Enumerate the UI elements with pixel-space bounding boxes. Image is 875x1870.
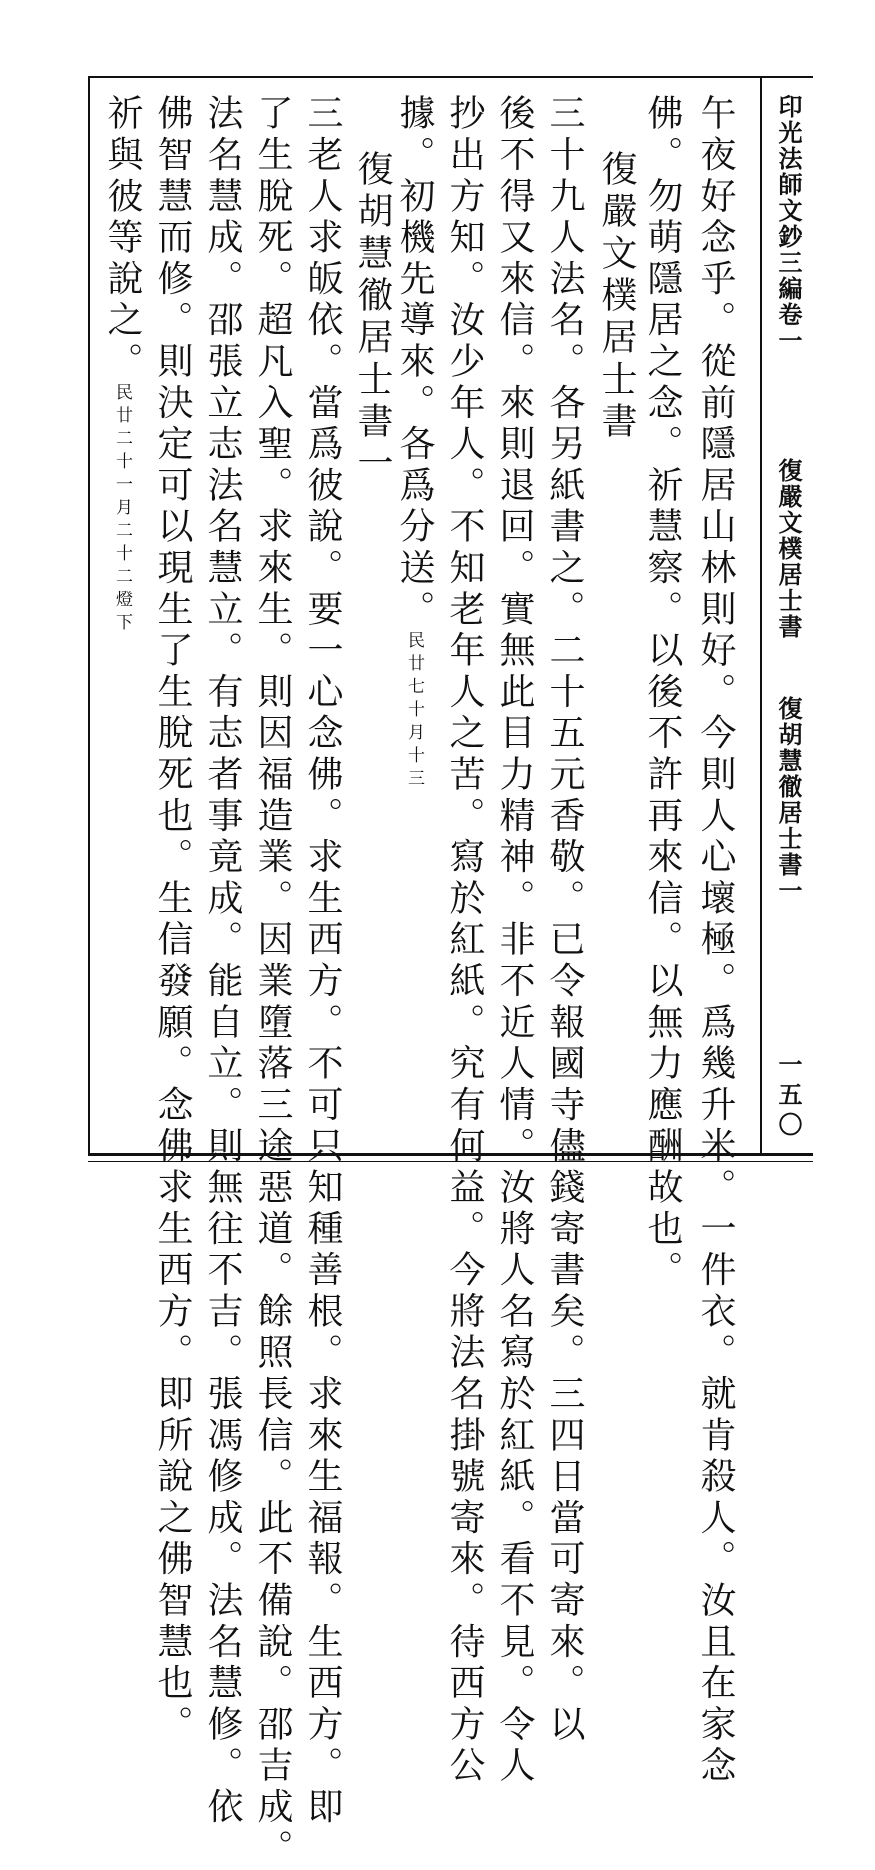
frame-left-rule bbox=[88, 76, 90, 1156]
section-title-1: 復嚴文樸居士書 bbox=[774, 458, 803, 640]
text-column-5: 後不得又來信。來則退回。實無此目力精神。非不近人情。汝將人名寫於紅紙。看不見。令人 bbox=[494, 94, 535, 1788]
running-head-separator bbox=[760, 76, 762, 1156]
text-column-6: 抄出方知。汝少年人。不知老年人之苦。寫於紅紙。究有何益。今將法名掛號寄來。待西方公 bbox=[444, 94, 485, 1788]
text-column-9: 三老人求皈依。當爲彼說。要一心念佛。求生西方。不可只知種善根。求來生福報。生西方。即 bbox=[302, 94, 343, 1829]
text-column-2: 佛。勿萌隱居之念。祈慧察。以後不許再來信。以無力應酬故也。 bbox=[642, 94, 683, 1292]
text-column-7 bbox=[392, 94, 436, 792]
book-title: 印光法師文鈔三編卷一 bbox=[774, 94, 803, 354]
text-column-12: 佛智慧而修。則決定可以現生了生脫死也。生信發願。念佛求生西方。即所說之佛智慧也。 bbox=[152, 94, 193, 1746]
letter-heading: 復胡慧徹居士書一 bbox=[352, 150, 393, 486]
column-7-text: 據。初機先導來。各爲分送。 bbox=[394, 94, 435, 631]
running-head bbox=[765, 88, 811, 1148]
letter-heading: 復嚴文樸居士書 bbox=[596, 150, 637, 444]
frame-top-rule bbox=[88, 76, 813, 78]
section-title-2: 復胡慧徹居士書一 bbox=[774, 696, 803, 904]
date-note: 民廿二十一月二十二燈下 bbox=[112, 383, 132, 637]
text-column-1: 午夜好念乎。從前隱居山林則好。今則人心壞極。爲幾升米。一件衣。就肯殺人。汝且在家念 bbox=[695, 94, 736, 1788]
text-column-13 bbox=[100, 94, 144, 636]
column-13-text: 祈與彼等說之。 bbox=[102, 94, 143, 384]
text-column-10: 了生脫死。超凡入聖。求來生。則因福造業。因業墮落三途惡道。餘照長信。此不備說。邵吉成。 bbox=[252, 94, 293, 1870]
text-column-11: 法名慧成。邵張立志法名慧立。有志者事竟成。能自立。則無往不吉。張馮修成。法名慧修。依 bbox=[202, 94, 243, 1829]
date-note: 民廿七十月十三 bbox=[404, 630, 424, 792]
text-column-4: 三十九人法名。各另紙書之。二十五元香敬。已令報國寺儘錢寄書矣。三四日當可寄來。以 bbox=[544, 94, 585, 1746]
page-number: 一五〇 bbox=[774, 1052, 803, 1142]
